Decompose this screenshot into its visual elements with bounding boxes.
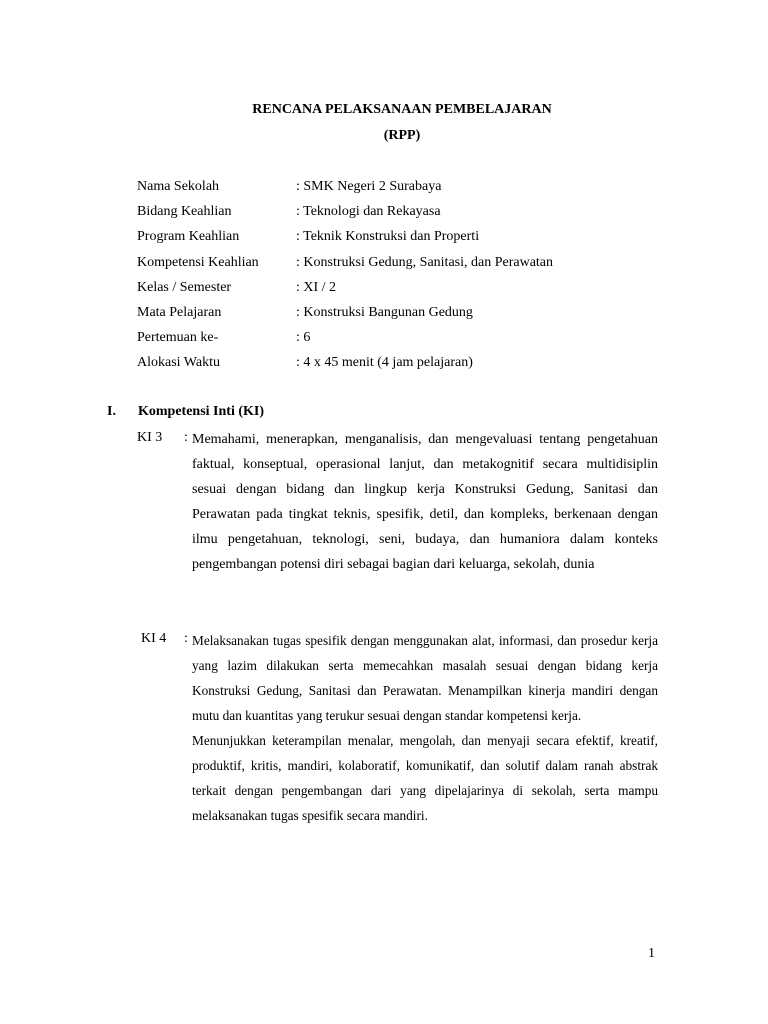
ki3-colon: : xyxy=(184,430,188,445)
page-number: 1 xyxy=(648,946,655,961)
ki4-paragraph-2: Menunjukkan keterampilan menalar, mengolah, dan menyaji secara efektif, kreatif, produktif, kritis, mandiri, kolaboratif, komunikatif, dan solutif dalam ranah abstrak terkait dengan pengembangan dari yang dipelajarinya di sekolah, serta mampu melaksanakan tugas spesifik secara mandiri. xyxy=(192,733,658,823)
info-value: : SMK Negeri 2 Surabaya xyxy=(296,179,442,194)
info-label: Bidang Keahlian xyxy=(137,204,232,219)
info-label: Alokasi Waktu xyxy=(137,355,220,370)
info-value: : Teknologi dan Rekayasa xyxy=(296,204,441,219)
ki3-label: KI 3 xyxy=(137,430,163,445)
info-label: Pertemuan ke- xyxy=(137,330,219,345)
info-value: : Konstruksi Bangunan Gedung xyxy=(296,305,473,320)
ki3-paragraph: Memahami, menerapkan, menganalisis, dan mengevaluasi tentang pengetahuan faktual, konseptual, operasional lanjut, dan metakognitif secara multidisiplin sesuai dengan bidang dan lingkup kerja Konstruksi Gedung, Sanitasi dan Perawatan pada tingkat teknis, spesifik, detil, dan kompleks, berkenaan dengan ilmu pengetahuan, teknologi, seni, budaya, dan humaniora dalam konteks pengembangan potensi diri sebagai bagian dari keluarga, sekolah, dunia xyxy=(192,432,658,572)
ki4-colon: : xyxy=(184,631,188,646)
info-label: Kelas / Semester xyxy=(137,280,232,295)
ki4-text xyxy=(192,628,658,828)
info-label: Program Keahlian xyxy=(137,229,240,244)
ki4-paragraph-1: Melaksanakan tugas spesifik dengan menggunakan alat, informasi, dan prosedur kerja yang lazim dilakukan serta memecahkan masalah sesuai dengan bidang kerja Konstruksi Gedung, Sanitasi dan Perawatan. Menampilkan kinerja mandiri dengan mutu dan kuantitas yang terukur sesuai dengan standar kompetensi kerja. xyxy=(192,633,658,723)
document-subtitle: (RPP) xyxy=(383,128,421,143)
ki4-label: KI 4 xyxy=(141,631,167,646)
info-value: : Teknik Konstruksi dan Properti xyxy=(296,229,480,244)
document-title: RENCANA PELAKSANAAN PEMBELAJARAN xyxy=(252,102,552,117)
info-value: : 4 x 45 menit (4 jam pelajaran) xyxy=(296,355,473,370)
section-number: I. xyxy=(107,404,116,419)
info-label: Nama Sekolah xyxy=(137,179,220,194)
info-value: : 6 xyxy=(296,330,311,345)
info-label: Mata Pelajaran xyxy=(137,305,222,320)
info-value: : Konstruksi Gedung, Sanitasi, dan Perawatan xyxy=(296,255,554,270)
section-title: Kompetensi Inti (KI) xyxy=(138,404,264,419)
info-label: Kompetensi Keahlian xyxy=(137,255,259,270)
ki3-text xyxy=(192,427,658,577)
info-value: : XI / 2 xyxy=(296,280,337,295)
